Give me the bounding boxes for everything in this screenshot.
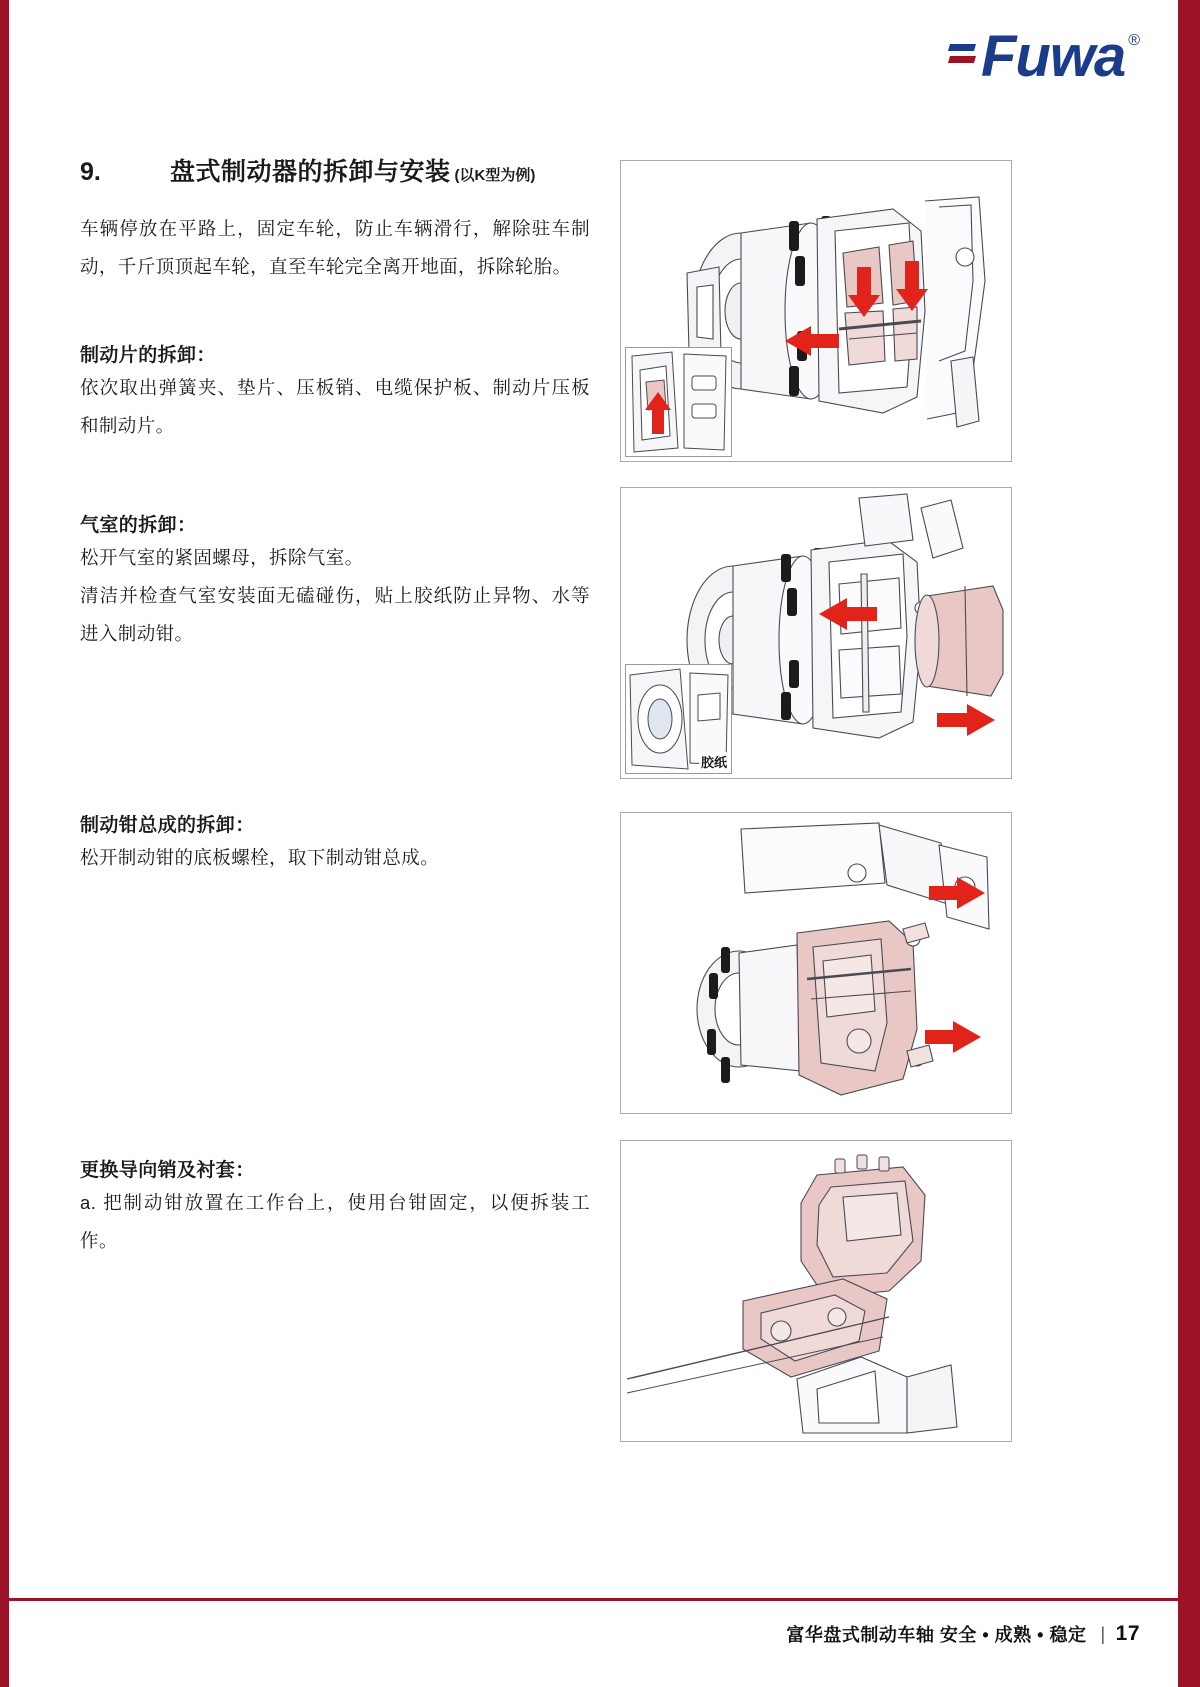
block-guide-pin-replacement [80, 1155, 590, 1260]
block-body: 松开气室的紧固螺母，拆除气室。 [80, 547, 364, 568]
inset-label: 胶纸 [699, 752, 729, 771]
block-body-2: 清洁并检查气室安装面无磕碰伤，贴上胶纸防止异物、水等进入制动钳。 [80, 585, 590, 644]
figure-inset [625, 347, 732, 457]
block-heading: 制动片的拆卸： [80, 345, 216, 366]
section-subtitle: (以K型为例) [454, 167, 536, 184]
footer-divider [9, 1598, 1178, 1601]
block-heading: 更换导向销及衬套： [80, 1160, 255, 1181]
block-body: 依次取出弹簧夹、垫片、压板销、电缆保护板、制动片压板和制动片。 [80, 377, 590, 436]
footer [786, 1621, 1140, 1647]
section-intro-text: 车辆停放在平路上，固定车轮，防止车辆滑行，解除驻车制动，千斤顶顶起车轮，直至车轮完全离开地面，拆除轮胎。 [80, 218, 590, 277]
block-brake-pad-removal [80, 340, 590, 445]
guide-pin-bushing-figure [620, 1140, 1012, 1442]
block-caliper-removal [80, 810, 590, 877]
registered-mark: ® [1128, 32, 1140, 49]
page-number: 17 [1115, 1622, 1140, 1645]
section-heading: 盘式制动器的拆卸与安装 [170, 158, 451, 186]
block-body: 松开制动钳的底板螺栓，取下制动钳总成。 [80, 847, 440, 868]
logo-text: Fuwa [980, 24, 1126, 89]
footer-text: 富华盘式制动车轴 安全 • 成熟 • 稳定 [786, 1625, 1087, 1645]
section-title [80, 152, 590, 188]
brake-pad-removal-figure [620, 160, 1012, 462]
section-intro-column [80, 152, 590, 312]
block-air-chamber-removal [80, 510, 590, 653]
caliper-assembly-removal-figure [620, 812, 1012, 1114]
block-body: a. 把制动钳放置在工作台上，使用台钳固定，以便拆装工作。 [80, 1192, 590, 1251]
figure-inset [625, 664, 732, 774]
air-chamber-removal-figure [620, 487, 1012, 779]
footer-separator: | [1100, 1623, 1106, 1644]
block-heading: 气室的拆卸： [80, 515, 197, 536]
section-number: 9. [80, 158, 101, 186]
block-heading: 制动钳总成的拆卸： [80, 815, 255, 836]
